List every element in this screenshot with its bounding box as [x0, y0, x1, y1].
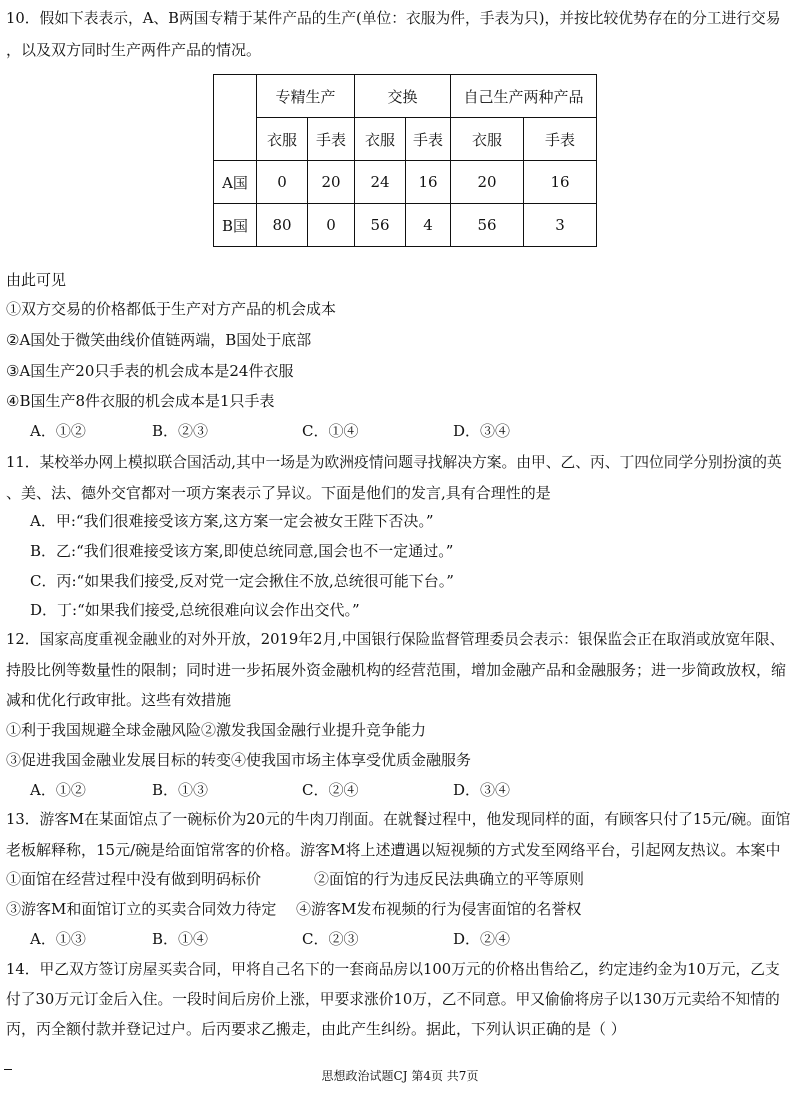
q12-statements-line1: ①利于我国规避全球金融风险②激发我国金融行业提升竞争能力: [6, 721, 427, 739]
q10-options: [30, 421, 790, 441]
table-cell: 3: [524, 204, 597, 247]
q10-lead: 由此可见: [6, 271, 67, 289]
table-cell: 20: [451, 161, 524, 204]
table-cell: 80: [257, 204, 308, 247]
option-d[interactable]: D．③④: [453, 422, 511, 440]
q13-statement: ③游客M和面馆订立的买卖合同效力待定: [6, 900, 277, 918]
table-corner: [214, 75, 257, 161]
option-d[interactable]: D．②④: [453, 930, 511, 948]
table-subheader: 衣服: [451, 118, 524, 161]
option-a[interactable]: A．①②: [30, 422, 86, 440]
table-cell: 56: [355, 204, 406, 247]
q12-statements-line2: ③促进我国金融业发展目标的转变④使我国市场主体享受优质金融服务: [6, 751, 472, 769]
q10-statement: ④B国生产8件衣服的机会成本是1只手表: [6, 392, 275, 410]
table-subheader: 手表: [308, 118, 355, 161]
q10-stem-line1: 10．假如下表表示，A、B两国专精于某件产品的生产(单位：衣服为件，手表为只)，并按比较优势存在的分工进行交易: [6, 10, 781, 27]
q12-stem-line2: 持股比例等数量性的限制；同时进一步拓展外资金融机构的经营范围，增加金融产品和金融服务；进一步简政放权，缩: [6, 661, 787, 679]
q13-stem-line1: 13．游客M在某面馆点了一碗标价为20元的牛肉刀削面。在就餐过程中，他发现同样的面，有顾客只付了15元/碗。面馆: [6, 811, 791, 828]
q11-stem-line2: 、美、法、德外交官都对一项方案表示了异议。下面是他们的发言,具有合理性的是: [6, 484, 551, 502]
table-cell: 24: [355, 161, 406, 204]
q13-statement: ④游客M发布视频的行为侵害面馆的名誉权: [296, 900, 582, 918]
q11-option-a[interactable]: A．甲:“我们很难接受该方案,这方案一定会被女王陛下否决。”: [30, 512, 434, 530]
table-group-header: 交换: [355, 75, 451, 118]
option-b[interactable]: B．②③: [152, 422, 209, 440]
q10-table: [213, 74, 597, 247]
q14-stem-line2: 付了30万元订金后入住。一段时间后房价上涨，甲要求涨价10万，乙不同意。甲又偷偷将房子以130万元卖给不知情的: [6, 991, 780, 1008]
option-b[interactable]: B．①④: [152, 930, 209, 948]
table-cell: 56: [451, 204, 524, 247]
q12-options: [30, 780, 790, 800]
q10-statement: ③A国生产20只手表的机会成本是24件衣服: [6, 362, 294, 380]
q13-statement: ①面馆在经营过程中没有做到明码标价: [6, 870, 262, 888]
option-d[interactable]: D．③④: [453, 781, 511, 799]
table-row: [214, 161, 597, 204]
page-footer: 思想政治试题CJ 第4页 共7页: [321, 1069, 479, 1083]
option-a[interactable]: A．①③: [30, 930, 86, 948]
q13-stem-line2: 老板解释称，15元/碗是给面馆常客的价格。游客M将上述遭遇以短视频的方式发至网络平台，引起网友热议。本案中: [6, 841, 781, 859]
q13-statement: ②面馆的行为违反民法典确立的平等原则: [314, 870, 585, 888]
table-group-header: 自己生产两种产品: [451, 75, 597, 118]
row-label: A国: [214, 161, 257, 204]
table-subheader: 衣服: [355, 118, 406, 161]
q11-option-c[interactable]: C．丙:“如果我们接受,反对党一定会揪住不放,总统很可能下台。”: [30, 572, 454, 590]
table-group-header: 专精生产: [257, 75, 355, 118]
table-cell: 4: [406, 204, 451, 247]
q12-stem-line3: 减和优化行政审批。这些有效措施: [6, 691, 232, 709]
table-subheader: 手表: [406, 118, 451, 161]
option-c[interactable]: C．②④: [302, 781, 359, 799]
q12-stem-line1: 12．国家高度重视金融业的对外开放，2019年2月,中国银行保险监督管理委员会表示：银保监会正在取消或放宽年限、: [6, 631, 785, 648]
q11-stem-line1: 11．某校举办网上模拟联合国活动,其中一场是为欧洲疫情问题寻找解决方案。由甲、乙、丙、丁四位同学分别扮演的英: [6, 454, 782, 471]
q11-option-d[interactable]: D．丁:“如果我们接受,总统很难向议会作出交代。”: [30, 601, 360, 619]
q13-statements-row2: [6, 899, 792, 919]
table-subheader: 手表: [524, 118, 597, 161]
q13-options: [30, 929, 790, 949]
table-cell: 16: [406, 161, 451, 204]
q11-option-b[interactable]: B．乙:“我们很难接受该方案,即使总统同意,国会也不一定通过。”: [30, 542, 454, 560]
option-b[interactable]: B．①③: [152, 781, 209, 799]
table-row: [214, 204, 597, 247]
q10-statement: ①双方交易的价格都低于生产对方产品的机会成本: [6, 300, 337, 318]
q10-stem-line2: ，以及双方同时生产两件产品的情况。: [6, 41, 262, 59]
option-c[interactable]: C．②③: [302, 930, 359, 948]
table-cell: 16: [524, 161, 597, 204]
q13-statements-row1: [6, 869, 792, 889]
table-cell: 0: [257, 161, 308, 204]
row-label: B国: [214, 204, 257, 247]
q10-statement: ②A国处于微笑曲线价值链两端，B国处于底部: [6, 331, 312, 349]
option-a[interactable]: A．①②: [30, 781, 86, 799]
option-c[interactable]: C．①④: [302, 422, 359, 440]
q14-stem-line1: 14．甲乙双方签订房屋买卖合同，甲将自己名下的一套商品房以100万元的价格出售给乙，约定违约金为10万元，乙支: [6, 961, 780, 978]
table-cell: 0: [308, 204, 355, 247]
table-subheader: 衣服: [257, 118, 308, 161]
q14-stem-line3: 丙，丙全额付款并登记过户。后丙要求乙搬走，由此产生纠纷。据此，下列认识正确的是（ ）: [6, 1020, 626, 1038]
table-cell: 20: [308, 161, 355, 204]
